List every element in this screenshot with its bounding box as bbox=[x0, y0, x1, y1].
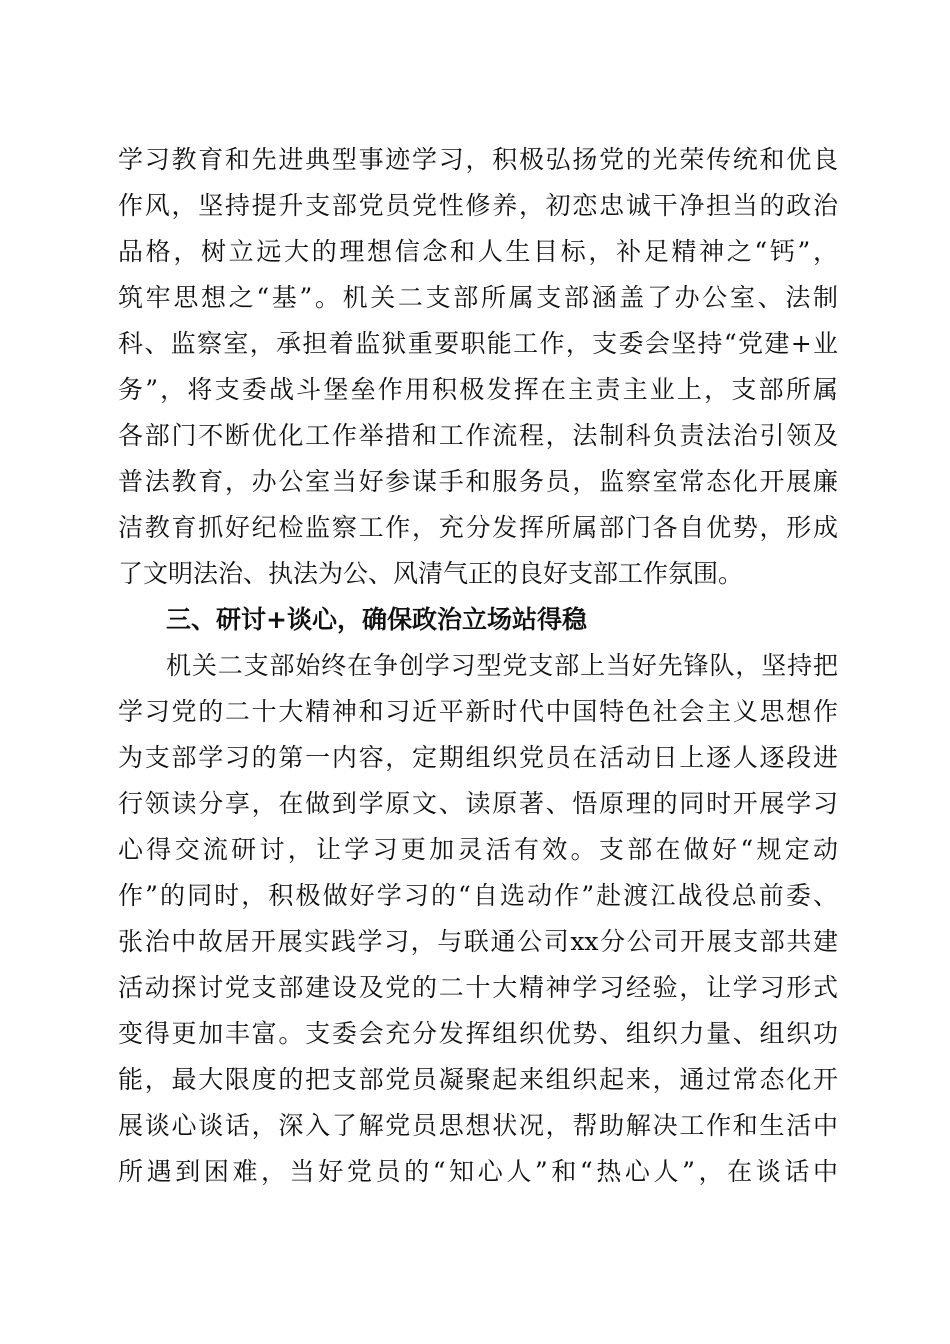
text-line: 各部门不断优化工作举措和工作流程，法制科负责法治引领及 bbox=[118, 421, 838, 450]
text-line: 普法教育，办公室当好参谋手和服务员，监察室常态化开展廉 bbox=[118, 467, 838, 496]
text-line: 作”的同时，积极做好学习的“自选动作”赴渡江战役总前委、 bbox=[118, 881, 838, 910]
text-line: 科、监察室，承担着监狱重要职能工作，支委会坚持“党建+业 bbox=[118, 329, 838, 358]
text-line: 为支部学习的第一内容，定期组织党员在活动日上逐人逐段进 bbox=[118, 743, 838, 772]
text-line: 洁教育抓好纪检监察工作，充分发挥所属部门各自优势，形成 bbox=[118, 513, 838, 542]
text-line: 品格，树立远大的理想信念和人生目标，补足精神之“钙”， bbox=[118, 237, 838, 266]
text-line: 了文明法治、执法为公、风清气正的良好支部工作氛围。 bbox=[118, 559, 744, 588]
text-line: 筑牢思想之“基”。机关二支部所属支部涵盖了办公室、法制 bbox=[118, 283, 838, 312]
text-line: 能，最大限度的把支部党员凝聚起来组织起来，通过常态化开 bbox=[118, 1065, 838, 1094]
section-heading: 三、研讨+谈心，确保政治立场站得稳 bbox=[166, 605, 587, 634]
text-line: 变得更加丰富。支委会充分发挥组织优势、组织力量、组织功 bbox=[118, 1019, 838, 1048]
text-line: 作风，坚持提升支部党员党性修养，初恋忠诚干净担当的政治 bbox=[118, 191, 838, 220]
text-line: 心得交流研讨，让学习更加灵活有效。支部在做好“规定动 bbox=[118, 835, 838, 864]
text-line: 行领读分享，在做到学原文、读原著、悟原理的同时开展学习 bbox=[118, 789, 838, 818]
text-line: 展谈心谈话，深入了解党员思想状况，帮助解决工作和生活中 bbox=[118, 1111, 838, 1140]
text-line: 所遇到困难，当好党员的“知心人”和“热心人”，在谈话中 bbox=[118, 1157, 838, 1186]
text-line: 学习教育和先进典型事迹学习，积极弘扬党的光荣传统和优良 bbox=[118, 145, 838, 174]
text-line: 学习党的二十大精神和习近平新时代中国特色社会主义思想作 bbox=[118, 697, 838, 726]
text-line: 机关二支部始终在争创学习型党支部上当好先锋队，坚持把 bbox=[166, 651, 838, 680]
text-line: 务”，将支委战斗堡垒作用积极发挥在主责主业上，支部所属 bbox=[118, 375, 838, 404]
text-line: 活动探讨党支部建设及党的二十大精神学习经验，让学习形式 bbox=[118, 973, 838, 1002]
text-line: 张治中故居开展实践学习，与联通公司xx分公司开展支部共建 bbox=[118, 927, 838, 956]
